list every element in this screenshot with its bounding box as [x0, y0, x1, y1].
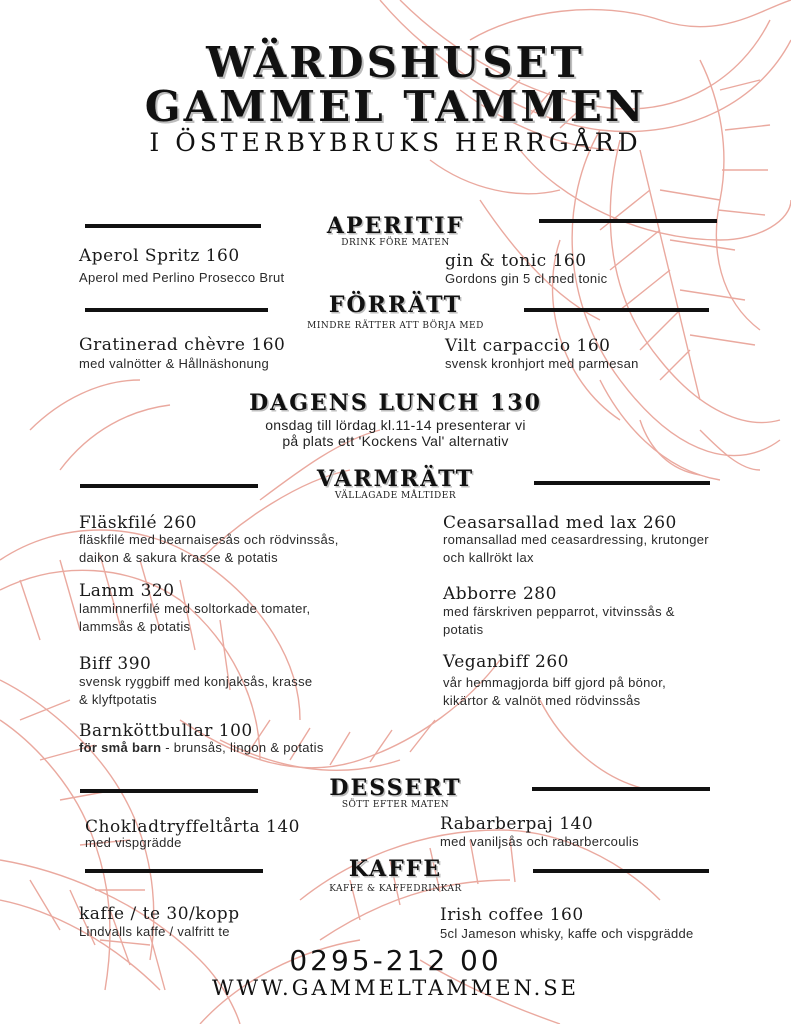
menu-item-description: svensk ryggbiff med konjaksås, krasse: [79, 674, 313, 689]
menu-item-name: Vilt carpaccio 160: [445, 336, 611, 356]
menu-item-description: potatis: [443, 622, 484, 637]
menu-item-description: Gordons gin 5 cl med tonic: [445, 271, 608, 286]
menu-item-name: Rabarberpaj 140: [440, 814, 594, 834]
menu-item-description: vår hemmagjorda biff gjord på bönor,: [443, 675, 667, 690]
lunch-description-line1: onsdag till lördag kl.11-14 presenterar vi: [265, 417, 526, 433]
menu-item-description: med vispgrädde: [85, 835, 182, 850]
menu-item-name: Biff 390: [79, 654, 152, 674]
phone-number: 0295-212 00: [289, 944, 502, 977]
menu-item-description: Aperol med Perlino Prosecco Brut: [79, 270, 285, 285]
menu-item-name: Irish coffee 160: [440, 905, 584, 925]
website-link[interactable]: WWW.GAMMELTAMMEN.SE: [211, 976, 580, 1000]
menu-item-description: Lindvalls kaffe / valfritt te: [79, 924, 230, 939]
kids-description: - brunsås, lingon & potatis: [161, 740, 324, 755]
restaurant-name-line2: GAMMEL TAMMEN: [144, 82, 647, 131]
menu-item-name: gin & tonic 160: [445, 251, 587, 271]
menu-item-description: med vaniljsås och rabarbercoulis: [440, 834, 639, 849]
forratt-subheading: MINDRE RÄTTER ATT BÖRJA MED: [307, 321, 484, 331]
menu-item-description: lammsås & potatis: [79, 619, 191, 634]
kids-note: för små barn: [79, 740, 162, 755]
menu-item-name: Fläskfilé 260: [79, 513, 197, 533]
menu-item-description: 5cl Jameson whisky, kaffe och vispgrädde: [440, 926, 694, 941]
aperitif-subheading: DRINK FÖRE MATEN: [341, 238, 450, 248]
menu-item-name: Chokladtryffeltårta 140: [85, 817, 301, 837]
menu-item-name: Ceasarsallad med lax 260: [443, 513, 677, 533]
menu-item-name: Aperol Spritz 160: [79, 246, 240, 266]
menu-item-description: fläskfilé med bearnaisesås och rödvinssås,: [79, 532, 339, 547]
menu-item-name: Abborre 280: [443, 584, 557, 604]
menu-item-description: med färskriven pepparrot, vitvinssås &: [443, 604, 675, 619]
menu-item-description: romansallad med ceasardressing, krutonger: [443, 532, 709, 547]
menu-item-name: Barnköttbullar 100: [79, 721, 253, 741]
menu-item-name: Gratinerad chèvre 160: [79, 335, 286, 355]
kaffe-heading: KAFFE: [348, 856, 443, 882]
menu-item-description: lamminnerfilé med soltorkade tomater,: [79, 601, 311, 616]
menu-item-description: & klyftpotatis: [79, 692, 157, 707]
lunch-description-line2: på plats ett 'Kockens Val' alternativ: [282, 433, 509, 449]
dessert-heading: DESSERT: [329, 775, 462, 801]
menu-item-name: Veganbiff 260: [443, 652, 569, 672]
restaurant-name-line1: WÄRDSHUSET: [206, 38, 585, 87]
menu-item-description: [79, 739, 324, 757]
kaffe-subheading: KAFFE & KAFFEDRINKAR: [329, 884, 462, 894]
menu-item-description: svensk kronhjort med parmesan: [445, 356, 639, 371]
menu-item-description: kikärtor & valnöt med rödvinssås: [443, 693, 641, 708]
menu-item-description: med valnötter & Hållnäshonung: [79, 356, 270, 371]
varmratt-heading: VARMRÄTT: [316, 466, 475, 492]
aperitif-heading: APERITIF: [326, 213, 465, 239]
menu-item-description: daikon & sakura krasse & potatis: [79, 550, 278, 565]
dessert-subheading: SÖTT EFTER MATEN: [341, 800, 450, 810]
varmratt-subheading: VÄLLAGADE MÅLTIDER: [334, 491, 457, 501]
forratt-heading: FÖRRÄTT: [328, 292, 463, 318]
restaurant-subtitle: I ÖSTERBYBRUKS HERRGÅRD: [149, 128, 642, 157]
lunch-heading: DAGENS LUNCH 130: [249, 390, 542, 416]
menu-item-name: kaffe / te 30/kopp: [79, 904, 240, 924]
menu-item-description: och kallrökt lax: [443, 550, 534, 565]
menu-item-name: Lamm 320: [79, 581, 175, 601]
